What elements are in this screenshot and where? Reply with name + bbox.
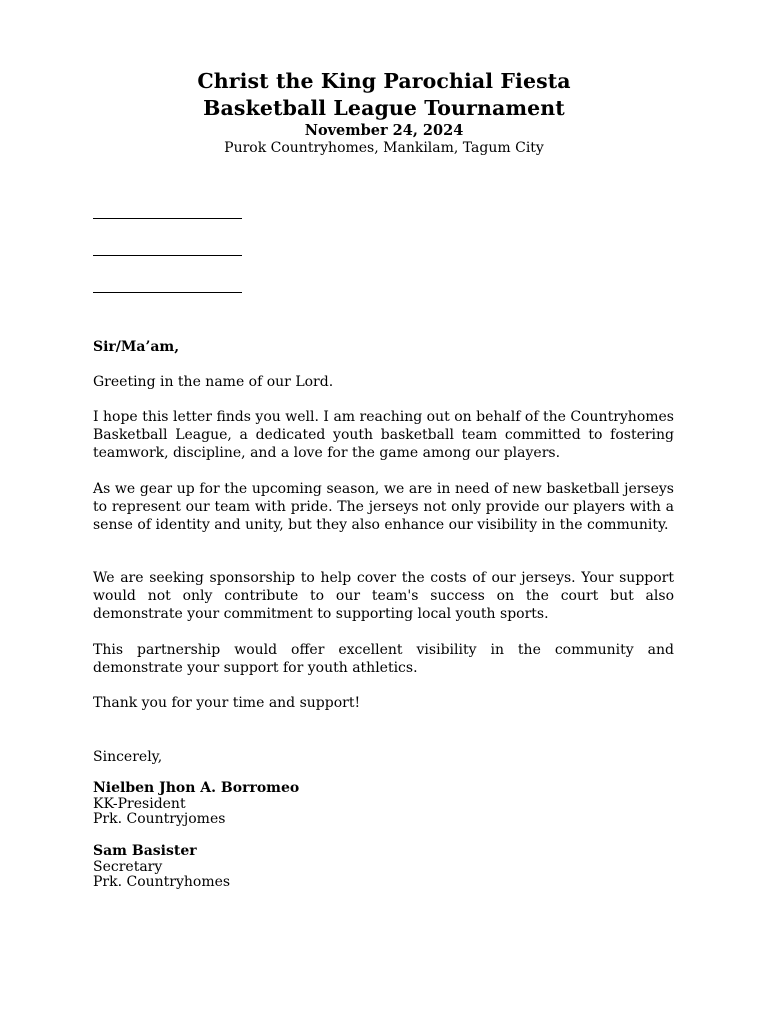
paragraph-partnership: This partnership would offer excellent visibility in the community and demonstrate your support for youth athletics.	[93, 642, 674, 676]
recipient-blank-line-3	[93, 292, 242, 293]
event-date: November 24, 2024	[304, 122, 464, 139]
title-line-2: Basketball League Tournament	[203, 96, 565, 120]
signatory-purok: Prk. Countryhomes	[93, 874, 231, 891]
event-location: Purok Countryhomes, Mankilam, Tagum City	[224, 140, 544, 156]
signatory-name: Nielben Jhon A. Borromeo	[93, 780, 300, 796]
paragraph-intro: I hope this letter finds you well. I am reaching out on behalf of the Countryhomes Basketball League, a dedicated youth basketball team committed to fostering teamwork, discipline, and a love for the game among our players.	[93, 409, 674, 461]
thank-you-line: Thank you for your time and support!	[93, 695, 361, 711]
recipient-blank-line-2	[93, 255, 242, 256]
title-line-1: Christ the King Parochial Fiesta	[197, 69, 571, 93]
signatory-title: KK-President	[93, 795, 186, 812]
signatory-title: Secretary	[93, 858, 163, 875]
signatory-name: Sam Basister	[93, 843, 197, 859]
greeting: Greeting in the name of our Lord.	[93, 374, 334, 390]
signatory-purok: Prk. Countryjomes	[93, 811, 226, 828]
paragraph-sponsorship: We are seeking sponsorship to help cover the costs of our jerseys. Your support would not only contribute to our team's success on the court but also demonstrate your commitment to supporting local youth sports.	[93, 570, 674, 622]
salutation: Sir/Ma’am,	[93, 339, 180, 355]
signatory-block-secretary	[93, 844, 230, 891]
signatory-block-president	[93, 781, 299, 828]
closing-line: Sincerely,	[93, 749, 163, 765]
recipient-blank-line-1	[93, 218, 242, 219]
letter-header	[0, 68, 768, 157]
paragraph-need: As we gear up for the upcoming season, we are in need of new basketball jerseys to represent our team with pride. The jerseys not only provide our players with a sense of identity and unity, but they also enhance our visibility in the community.	[93, 481, 674, 533]
